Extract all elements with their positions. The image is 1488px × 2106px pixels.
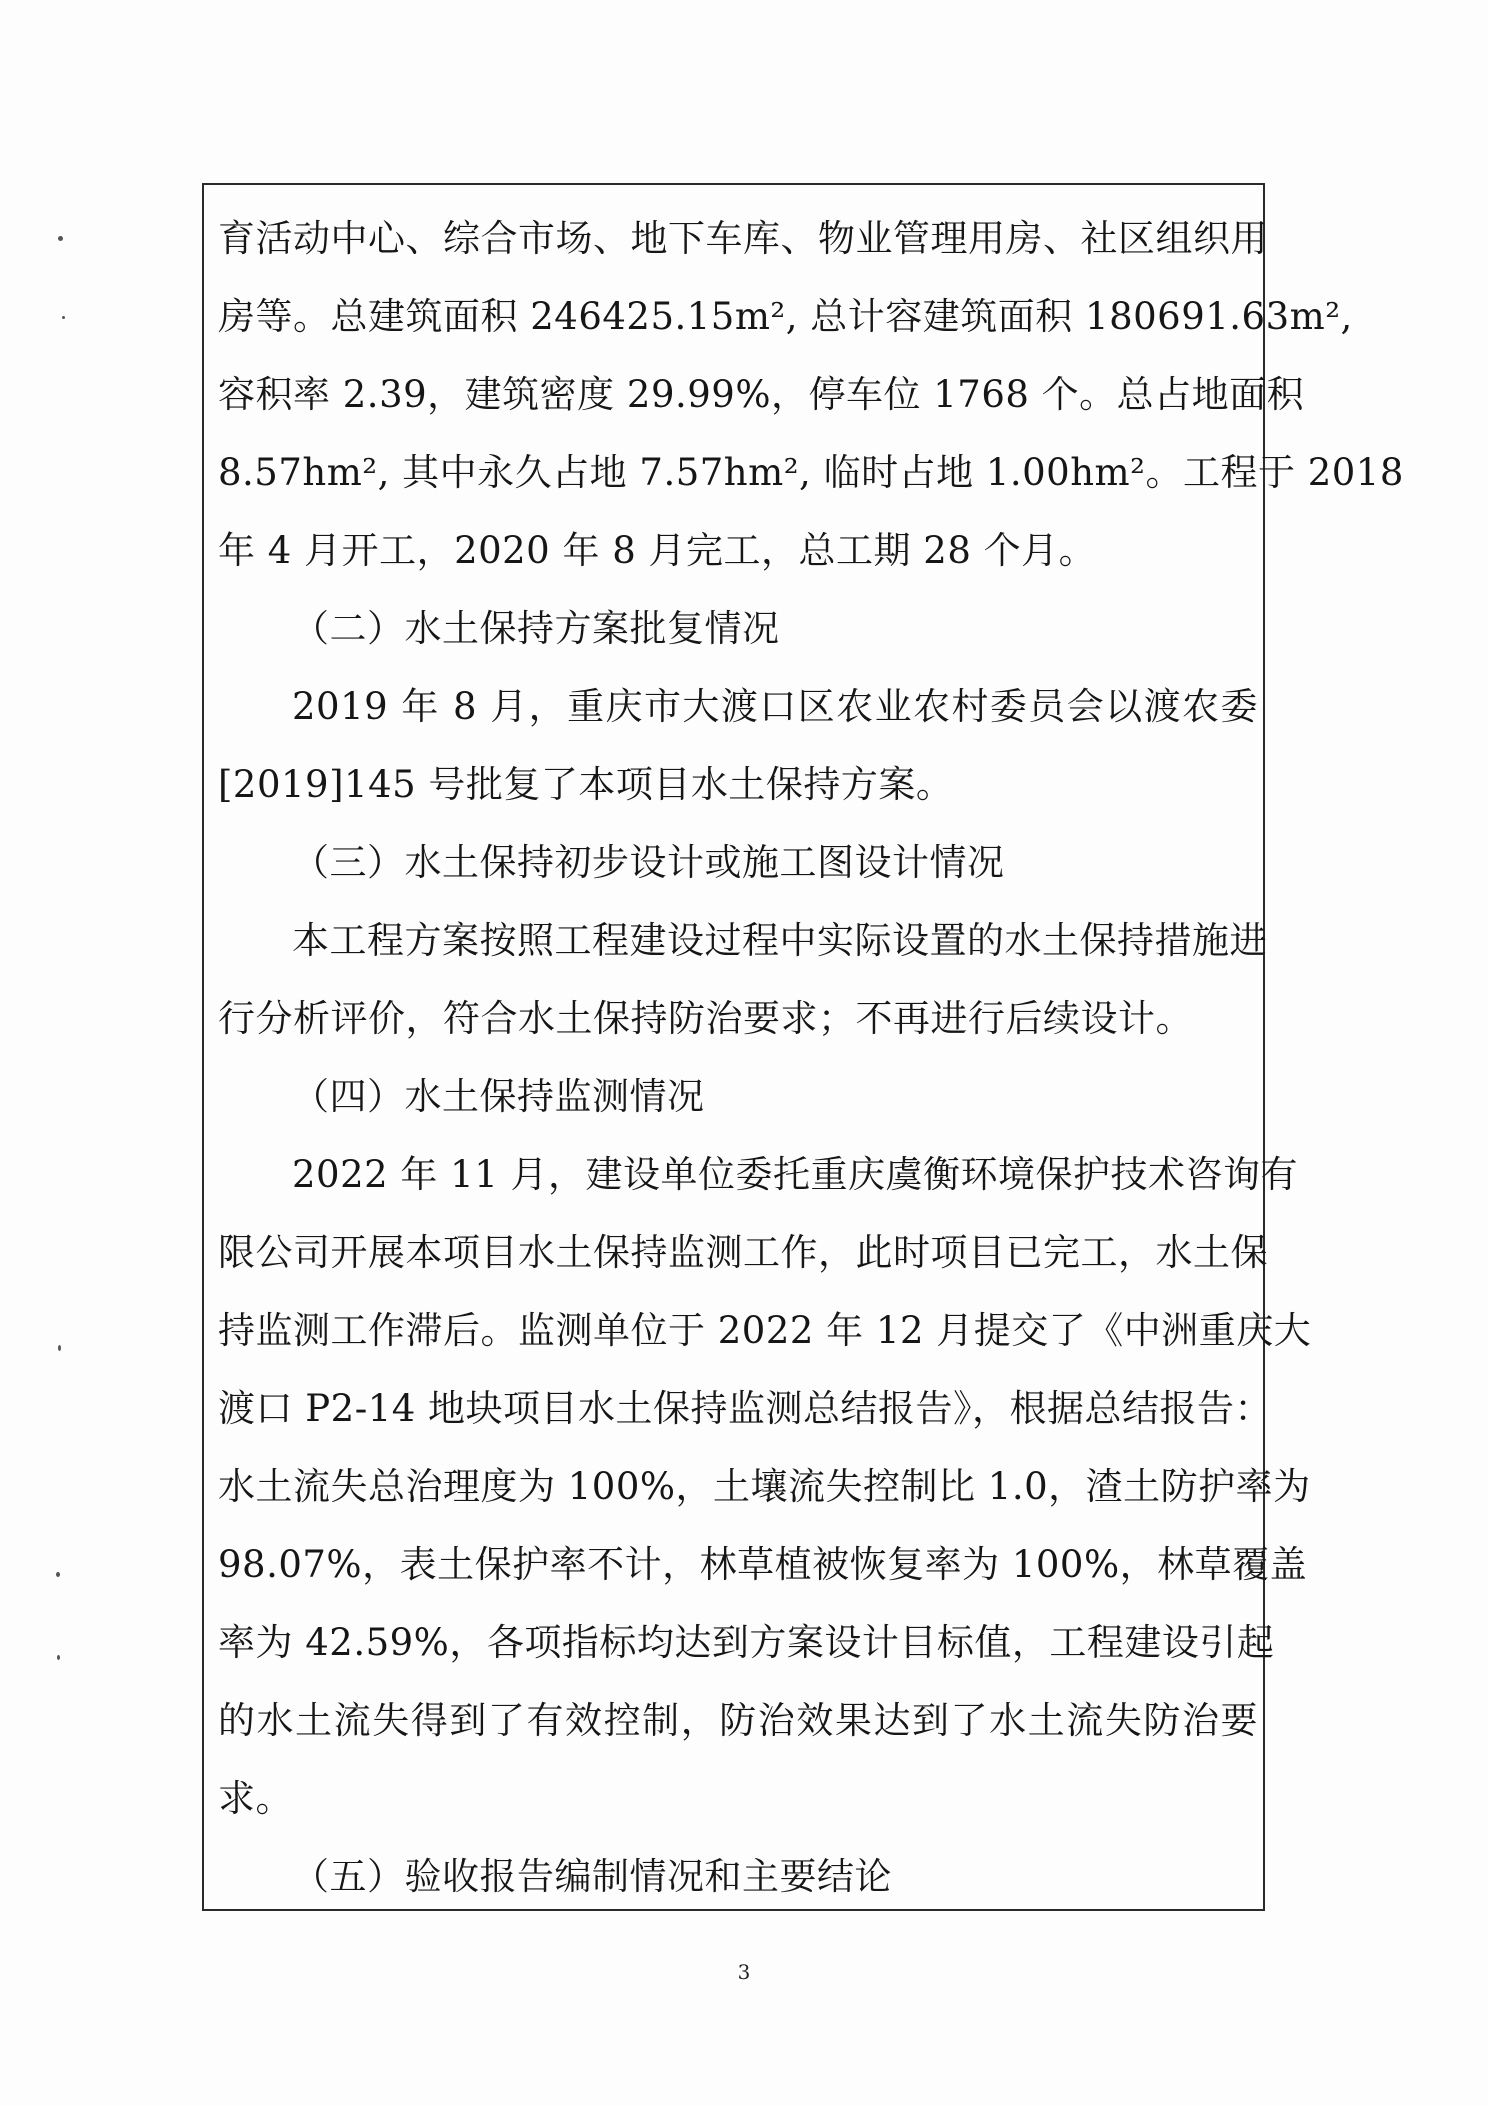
scan-speck	[62, 316, 65, 319]
text-line: 房等。总建筑面积 246425.15m², 总计容建筑面积 180691.63m²,	[218, 295, 1353, 338]
section-heading-3: （三）水土保持初步设计或施工图设计情况	[292, 841, 1005, 884]
text-line: 育活动中心、综合市场、地下车库、物业管理用房、社区组织用	[218, 217, 1268, 260]
text-line: 本工程方案按照工程建设过程中实际设置的水土保持措施进	[292, 919, 1267, 962]
section-heading-5: （五）验收报告编制情况和主要结论	[292, 1855, 892, 1898]
text-line: 2019 年 8 月，重庆市大渡口区农业农村委员会以渡农委	[292, 685, 1258, 728]
text-line: 持监测工作滞后。监测单位于 2022 年 12 月提交了《中洲重庆大	[218, 1309, 1312, 1352]
text-line: 行分析评价，符合水土保持防治要求；不再进行后续设计。	[218, 997, 1193, 1040]
text-line: 水土流失总治理度为 100%，土壤流失控制比 1.0，渣土防护率为	[218, 1465, 1311, 1508]
text-line: 年 4 月开工，2020 年 8 月完工，总工期 28 个月。	[218, 529, 1097, 572]
text-line: 8.57hm², 其中永久占地 7.57hm², 临时占地 1.00hm²。工程于 2018	[218, 451, 1404, 494]
scan-speck	[58, 236, 63, 241]
text-line: 的水土流失得到了有效控制，防治效果达到了水土流失防治要	[218, 1699, 1258, 1742]
scan-speck	[58, 1345, 61, 1351]
text-line: 渡口 P2-14 地块项目水土保持监测总结报告》，根据总结报告：	[218, 1387, 1273, 1430]
scan-speck	[56, 1572, 60, 1577]
section-heading-4: （四）水土保持监测情况	[292, 1075, 705, 1118]
text-line: 容积率 2.39，建筑密度 29.99%，停车位 1768 个。总占地面积	[218, 373, 1305, 416]
document-body	[218, 200, 1404, 1916]
text-line: 98.07%，表土保护率不计，林草植被恢复率为 100%，林草覆盖	[218, 1543, 1308, 1586]
text-line: 求。	[218, 1777, 293, 1820]
section-heading-2: （二）水土保持方案批复情况	[292, 607, 780, 650]
text-line: [2019]145 号批复了本项目水土保持方案。	[218, 763, 954, 806]
text-line: 限公司开展本项目水土保持监测工作，此时项目已完工，水土保	[218, 1231, 1268, 1274]
text-line: 2022 年 11 月，建设单位委托重庆虞衡环境保护技术咨询有	[292, 1153, 1299, 1196]
text-line: 率为 42.59%，各项指标均达到方案设计目标值，工程建设引起	[218, 1621, 1275, 1664]
page-number: 3	[737, 1960, 751, 1984]
scan-speck	[57, 1655, 60, 1660]
